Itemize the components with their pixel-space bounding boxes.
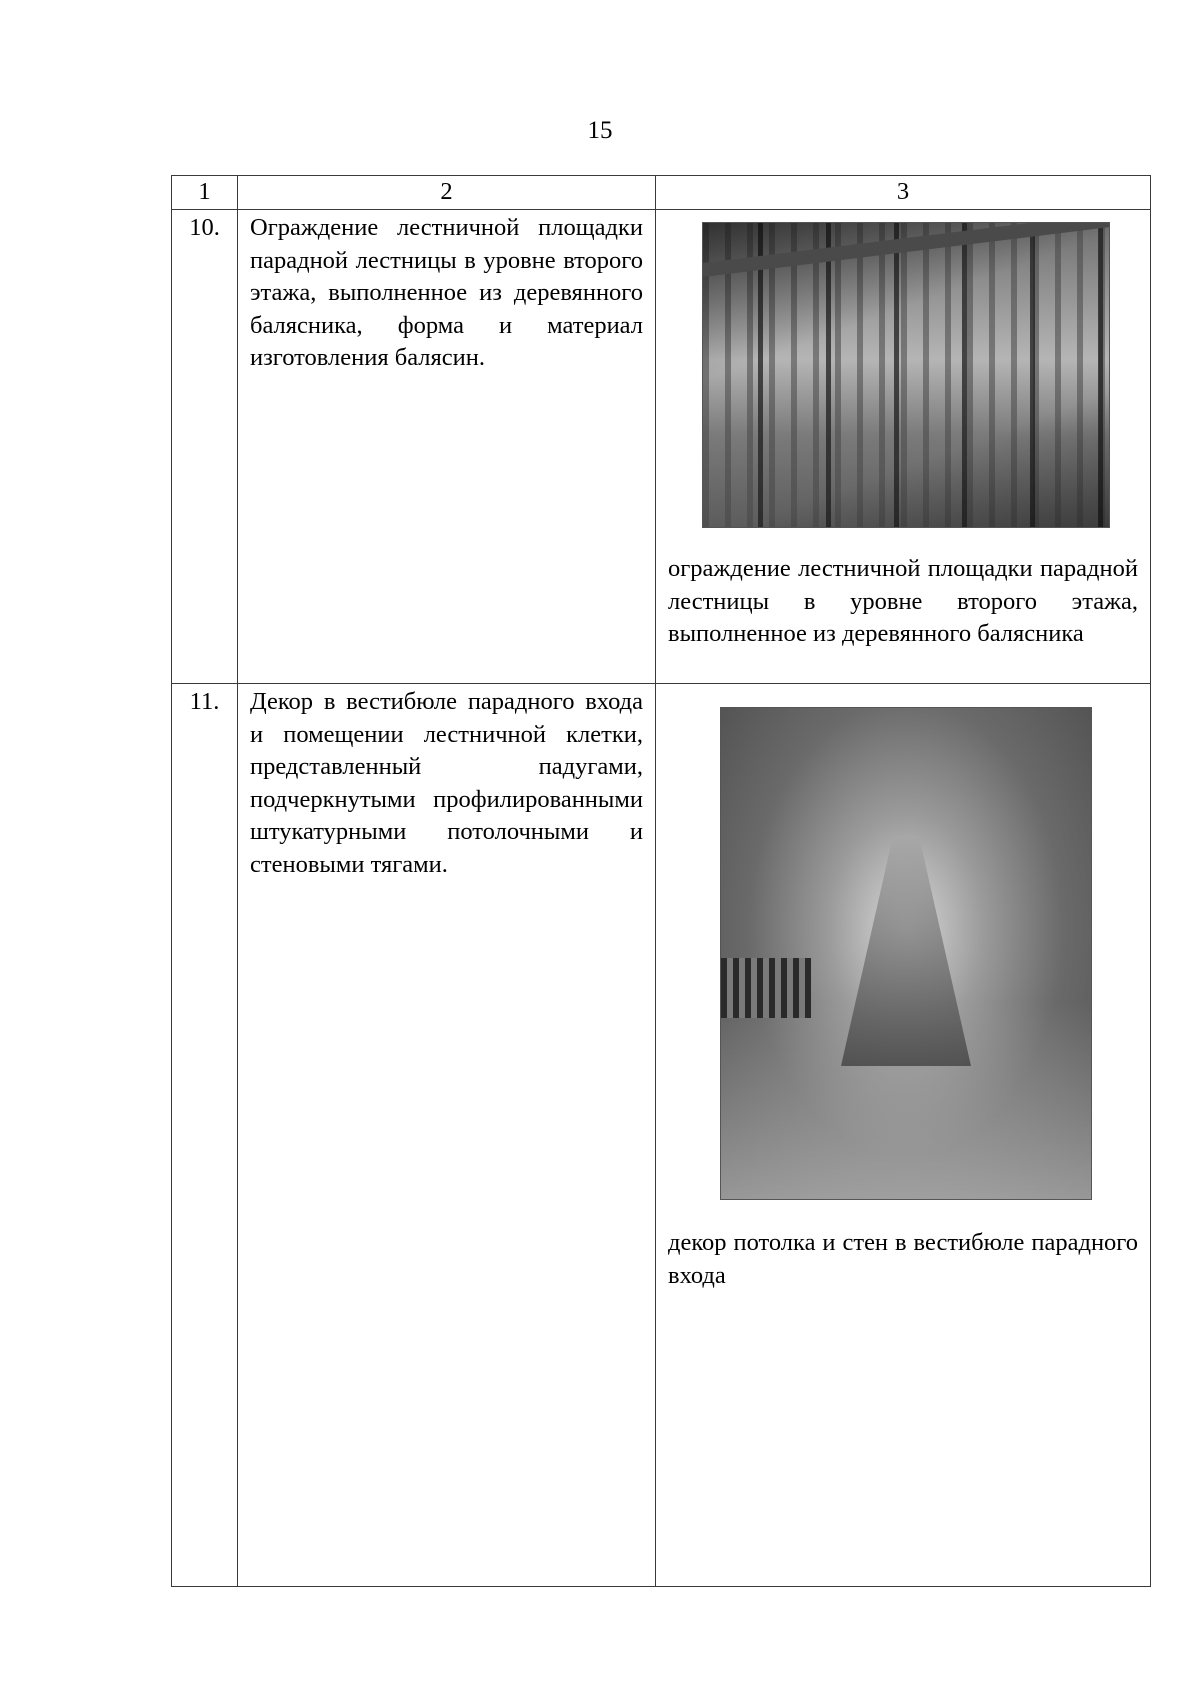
staircase-railing-photo: [702, 222, 1110, 528]
photo-caption: ограждение лестничной площадки парадной лестницы в уровне второго этажа, выполненное из деревянного балясника: [668, 555, 1138, 648]
row-number: 11.: [172, 684, 238, 1587]
row-media: [656, 684, 1151, 1587]
row-number: 10.: [172, 210, 238, 684]
page-number: 15: [587, 117, 613, 144]
table-row: [172, 684, 1151, 1587]
entrance-hall-photo: [720, 707, 1092, 1200]
row-media: [656, 210, 1151, 684]
header-cell-1: 1: [172, 176, 238, 210]
row-description: Декор в вестибюле парадного входа и помещении лестничной клетки, представленный падугами, подчеркнутыми профилированными штукатурными потолочными и стеновыми тягами.: [238, 684, 656, 1587]
row-description: Ограждение лестничной площадки парадной лестницы в уровне второго этажа, выполненное из деревянного балясника, форма и материал изготовления балясин.: [238, 210, 656, 684]
table-header-row: [172, 176, 1151, 210]
photo-caption: декор потолка и стен в вестибюле парадного входа: [668, 1229, 1138, 1289]
table-row: [172, 210, 1151, 684]
protected-elements-table: [171, 175, 1151, 1587]
header-cell-2: 2: [238, 176, 656, 210]
header-cell-3: 3: [656, 176, 1151, 210]
